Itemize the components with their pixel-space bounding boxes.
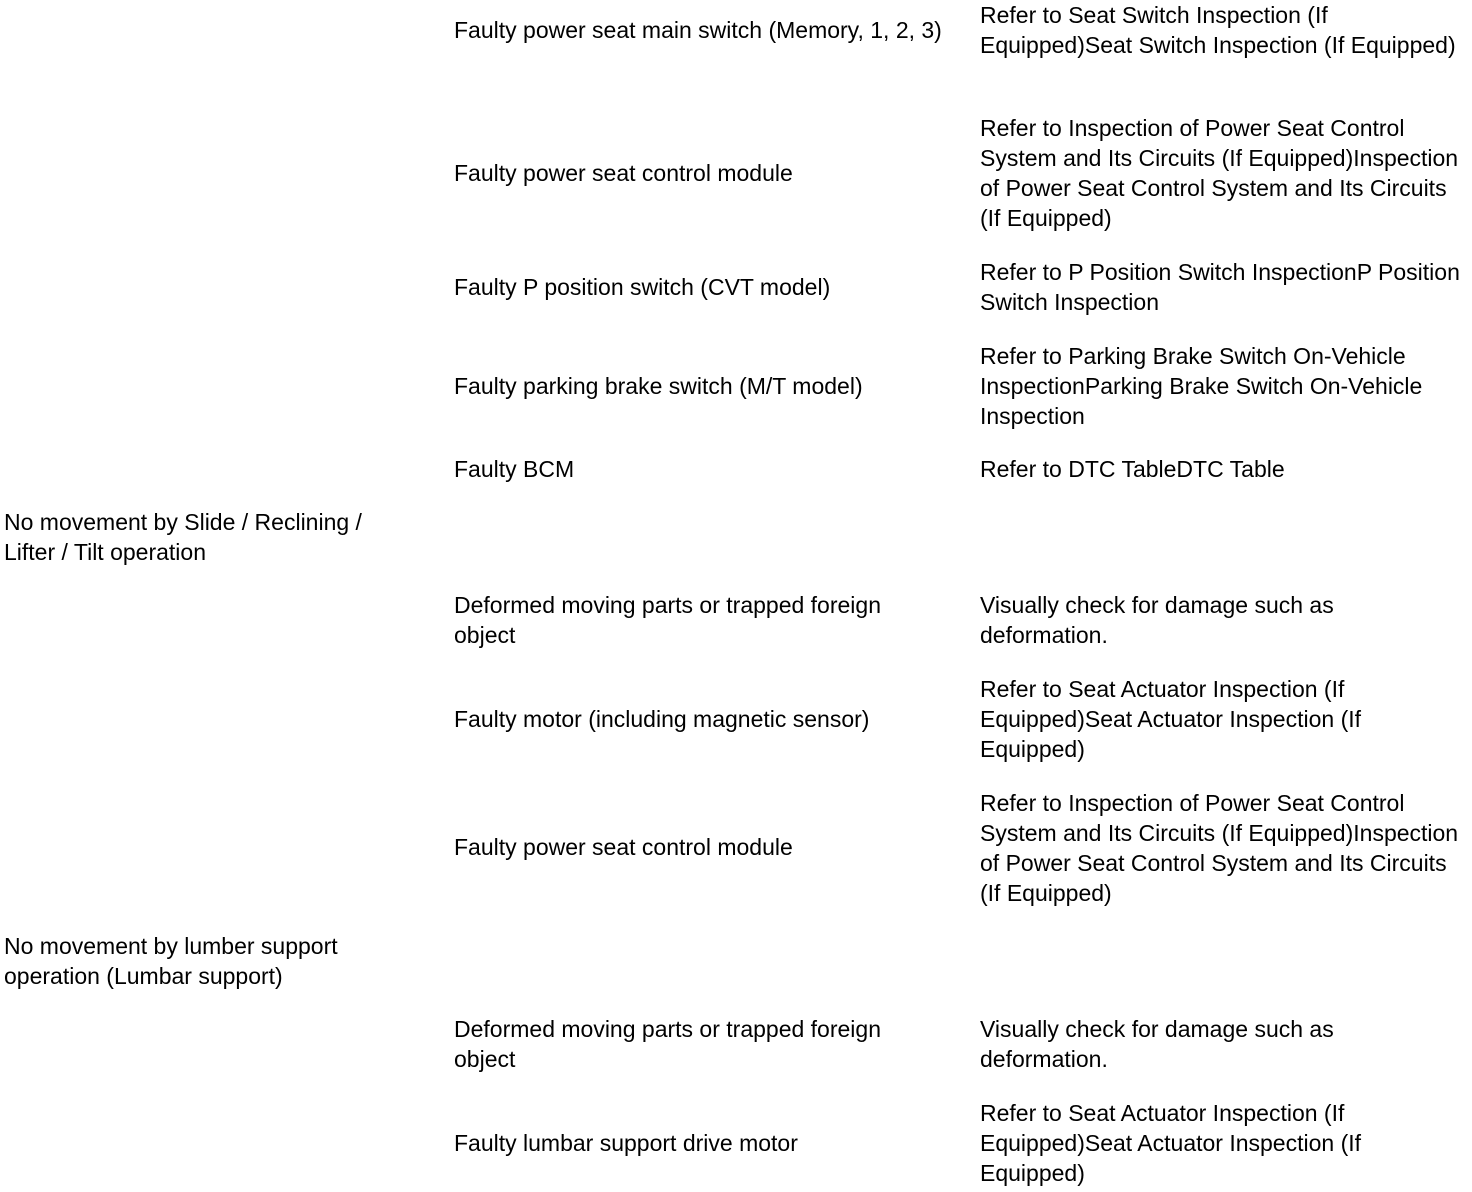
cause-cell: Faulty power seat control module xyxy=(454,834,793,860)
remedy-cell: Refer to Parking Brake Switch On-Vehicle InspectionParking Brake Switch On-Vehicle Inspection xyxy=(980,343,1423,429)
symptom-cell: No movement by Slide / Reclining / Lifter / Tilt operation xyxy=(4,509,362,565)
remedy-cell: Refer to Seat Switch Inspection (If Equipped)Seat Switch Inspection (If Equipped) xyxy=(980,2,1456,58)
remedy-cell: Refer to Inspection of Power Seat Control System and Its Circuits (If Equipped)Inspection of Power Seat Control System and Its Circuits (If Equipped) xyxy=(980,115,1459,231)
cause-cell: Faulty power seat control module xyxy=(454,160,793,186)
cause-cell: Faulty parking brake switch (M/T model) xyxy=(454,373,863,399)
cause-cell: Faulty lumbar support drive motor xyxy=(454,1130,798,1156)
cause-cell: Faulty motor (including magnetic sensor) xyxy=(454,706,870,732)
cause-cell: Deformed moving parts or trapped foreign object xyxy=(454,1016,881,1072)
symptom-cell: No movement by lumber support operation (Lumbar support) xyxy=(4,933,338,989)
remedy-cell: Refer to DTC TableDTC Table xyxy=(980,456,1285,482)
remedy-cell: Visually check for damage such as deformation. xyxy=(980,592,1334,648)
remedy-cell: Refer to Seat Actuator Inspection (If Equipped)Seat Actuator Inspection (If Equipped) xyxy=(980,676,1362,762)
remedy-cell: Refer to Seat Actuator Inspection (If Equipped)Seat Actuator Inspection (If Equipped) xyxy=(980,1100,1362,1186)
cause-cell: Faulty P position switch (CVT model) xyxy=(454,274,831,300)
cause-cell: Faulty BCM xyxy=(454,456,575,482)
remedy-cell: Visually check for damage such as deformation. xyxy=(980,1016,1334,1072)
cause-cell: Faulty power seat main switch (Memory, 1, 2, 3) xyxy=(454,17,942,43)
cause-cell: Deformed moving parts or trapped foreign object xyxy=(454,592,881,648)
remedy-cell: Refer to P Position Switch InspectionP Position Switch Inspection xyxy=(980,259,1460,315)
remedy-cell: Refer to Inspection of Power Seat Control System and Its Circuits (If Equipped)Inspection of Power Seat Control System and Its Circuits (If Equipped) xyxy=(980,790,1459,906)
